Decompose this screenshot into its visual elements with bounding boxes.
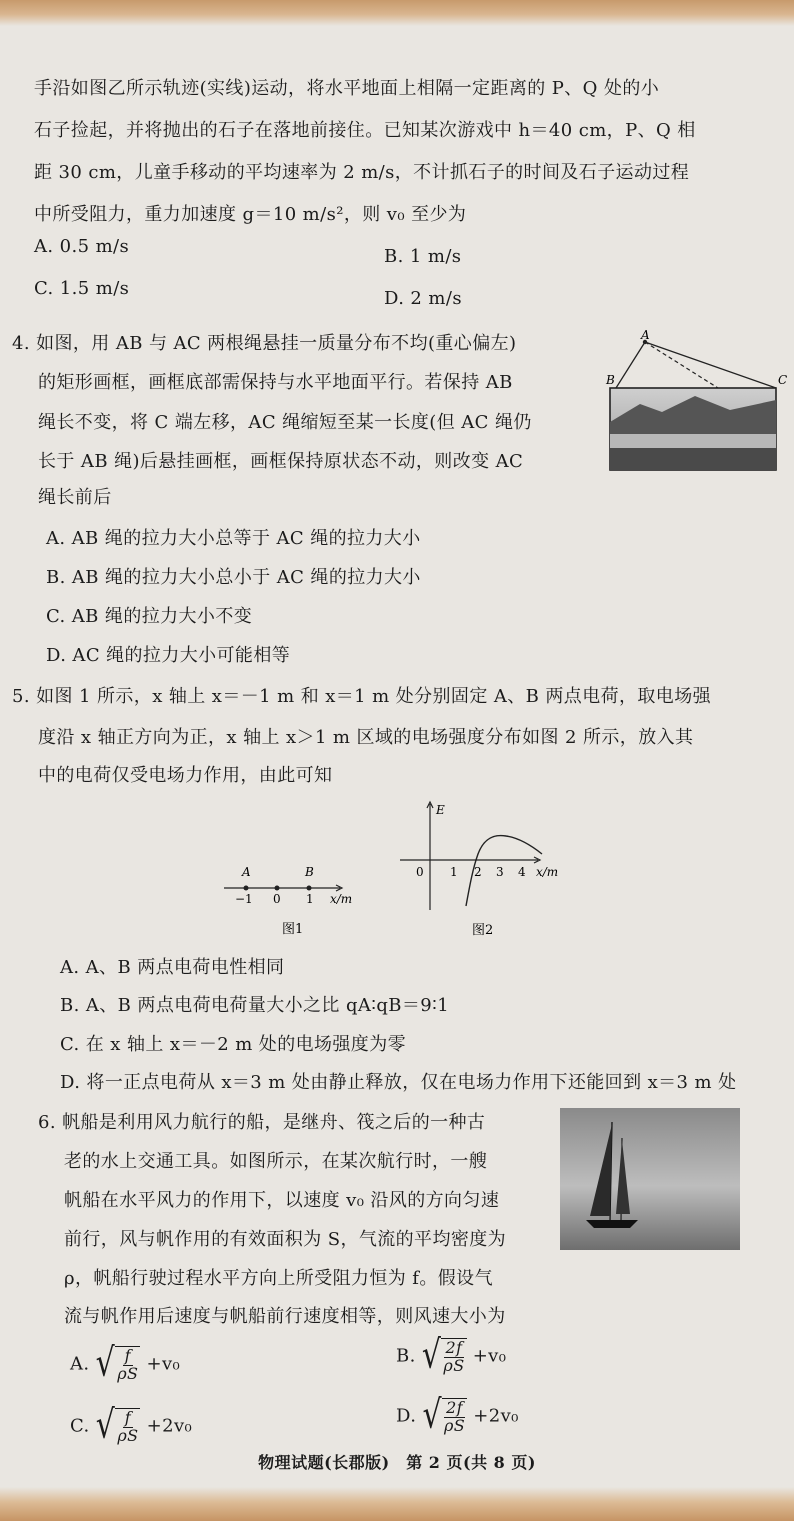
- fig1-caption: 图1: [282, 922, 304, 937]
- q5-option-d: D. 将一正点电荷从 x＝3 m 处由静止释放，仅在电场力作用下还能回到 x＝3 m 处: [60, 1072, 737, 1093]
- fig2-origin: 0: [416, 865, 424, 879]
- lake: [610, 434, 776, 448]
- q6-line-6: 流与帆作用后速度与帆船前行速度相等，则风速大小为: [64, 1306, 506, 1327]
- q3-line-3: 距 30 cm，儿童手移动的平均速率为 2 m/s，不计抓石子的时间及石子运动过程: [34, 162, 690, 183]
- q6-b-num: 2f: [445, 1338, 463, 1357]
- q6-option-b: [396, 1332, 507, 1379]
- fig1-tick-1: 1: [306, 892, 314, 906]
- q6-option-d: [396, 1392, 519, 1439]
- page-bottom-edge: [0, 1487, 794, 1521]
- q5-line-3: 中的电荷仅受电场力作用，由此可知: [38, 765, 333, 786]
- q4-option-d: D. AC 绳的拉力大小可能相等: [46, 645, 291, 666]
- q6-c-num: f: [124, 1408, 132, 1427]
- q6-d-sqrt: √ $\frac{2f}{\rho S}$: [422, 1392, 466, 1439]
- sailboat-photo: [560, 1108, 740, 1250]
- fig2-y-label: E: [436, 803, 445, 817]
- fig1-axis-label: x/m: [330, 892, 353, 906]
- q5-option-c: C. 在 x 轴上 x＝－2 m 处的电场强度为零: [60, 1034, 407, 1055]
- fig2-axis-label: x/m: [536, 865, 559, 879]
- fig1-tick-neg1: −1: [235, 892, 253, 906]
- q5-line-2: 度沿 x 轴正方向为正，x 轴上 x＞1 m 区域的电场强度分布如图 2 所示，放入其: [38, 727, 694, 748]
- fig2-tick-3: 3: [496, 865, 504, 879]
- q6-a-tail: +v₀: [146, 1353, 181, 1375]
- q6-b-sqrt: √ $\frac{2f}{\rho S}$: [421, 1332, 465, 1379]
- rope-ab: [616, 342, 645, 388]
- q4-line-3: 绳长不变，将 C 端左移，AC 绳缩短至某一长度(但 AC 绳仍: [38, 412, 532, 433]
- charge-a: [244, 886, 249, 891]
- q3-option-a: A. 0.5 m/s: [34, 236, 130, 257]
- q6-a-sqrt: √ $\frac{f}{\rho S}$: [95, 1340, 139, 1387]
- page-footer: 物理试题(长郡版) 第 2 页(共 8 页): [258, 1453, 536, 1472]
- q6-option-a: [70, 1340, 181, 1387]
- q5-line-1: 5. 如图 1 所示，x 轴上 x＝－1 m 和 x＝1 m 处分别固定 A、B 两点电荷，取电场强: [12, 686, 712, 707]
- hull: [586, 1220, 638, 1228]
- q5-option-b: B. A、B 两点电荷电荷量大小之比 qA∶qB＝9∶1: [60, 995, 450, 1016]
- q6-a-label: A.: [70, 1353, 90, 1375]
- foreground: [610, 448, 776, 470]
- q6-b-tail: +v₀: [472, 1345, 507, 1367]
- q6-d-tail: +2v₀: [473, 1405, 519, 1427]
- q6-c-sqrt: √ $\frac{f}{\rho S}$: [95, 1402, 139, 1449]
- rope-ac-dashed: [645, 342, 718, 388]
- q6-line-3: 帆船在水平风力的作用下，以速度 v₀ 沿风的方向匀速: [64, 1190, 500, 1211]
- q4-option-a: A. AB 绳的拉力大小总等于 AC 绳的拉力大小: [46, 528, 421, 549]
- q6-c-den: ρS: [117, 1425, 139, 1445]
- label-c: C: [778, 373, 788, 387]
- fig1-tick-0: 0: [273, 892, 281, 906]
- q6-c-label: C.: [70, 1415, 90, 1437]
- q6-d-den: ρS: [443, 1415, 466, 1435]
- q4-option-c: C. AB 绳的拉力大小不变: [46, 606, 253, 627]
- q6-line-2: 老的水上交通工具。如图所示，在某次航行时，一艘: [64, 1151, 488, 1172]
- photo-background: [560, 1108, 740, 1250]
- q5-figure-1: [220, 860, 370, 940]
- q3-line-4: 中所受阻力，重力加速度 g＝10 m/s²，则 v₀ 至少为: [34, 204, 467, 225]
- q4-line-2: 的矩形画框，画框底部需保持与水平地面平行。若保持 AB: [38, 372, 513, 393]
- q6-b-den: ρS: [443, 1355, 465, 1375]
- q6-d-label: D.: [396, 1405, 417, 1427]
- q5-option-a: A. A、B 两点电荷电性相同: [60, 957, 285, 978]
- fig2-tick-2: 2: [474, 865, 482, 879]
- label-a: A: [641, 330, 650, 342]
- q3-option-d: D. 2 m/s: [384, 288, 462, 309]
- q3-option-b: B. 1 m/s: [384, 246, 462, 267]
- q5-figure-2: [396, 798, 576, 940]
- q6-option-c: [70, 1402, 193, 1449]
- q6-line-5: ρ，帆船行驶过程水平方向上所受阻力恒为 f。假设气: [64, 1268, 493, 1289]
- fig2-tick-1: 1: [450, 865, 458, 879]
- fig1-label-a: A: [242, 865, 251, 879]
- q6-d-num: 2f: [446, 1398, 463, 1417]
- charge-b: [307, 886, 312, 891]
- label-b: B: [606, 373, 615, 387]
- q6-a-num: f: [124, 1346, 131, 1365]
- q4-frame-figure: [600, 330, 790, 475]
- q4-line-4: 长于 AB 绳)后悬挂画框，画框保持原状态不动，则改变 AC: [38, 451, 524, 472]
- q4-option-b: B. AB 绳的拉力大小总小于 AC 绳的拉力大小: [46, 567, 421, 588]
- q6-line-1: 6. 帆船是利用风力航行的船，是继舟、筏之后的一种古: [38, 1112, 486, 1133]
- q3-line-2: 石子捡起，并将抛出的石子在落地前接住。已知某次游戏中 h＝40 cm，P、Q 相: [34, 120, 696, 141]
- page-top-edge: [0, 0, 794, 26]
- q6-c-tail: +2v₀: [146, 1415, 193, 1437]
- q4-line-5: 绳长前后: [38, 487, 112, 508]
- fig1-label-b: B: [305, 865, 314, 879]
- q3-line-1: 手沿如图乙所示轨迹(实线)运动，将水平地面上相隔一定距离的 P、Q 处的小: [34, 78, 660, 99]
- q6-line-4: 前行，风与帆作用的有效面积为 S，气流的平均密度为: [64, 1229, 507, 1250]
- q4-line-1: 4. 如图，用 AB 与 AC 两根绳悬挂一质量分布不均(重心偏左): [12, 333, 517, 354]
- fig2-tick-4: 4: [518, 865, 526, 879]
- q3-option-c: C. 1.5 m/s: [34, 278, 130, 299]
- origin-point: [275, 886, 280, 891]
- fig2-caption: 图2: [472, 923, 494, 938]
- rope-ac: [645, 342, 776, 388]
- q6-a-den: ρS: [117, 1363, 139, 1383]
- q6-b-label: B.: [396, 1345, 416, 1367]
